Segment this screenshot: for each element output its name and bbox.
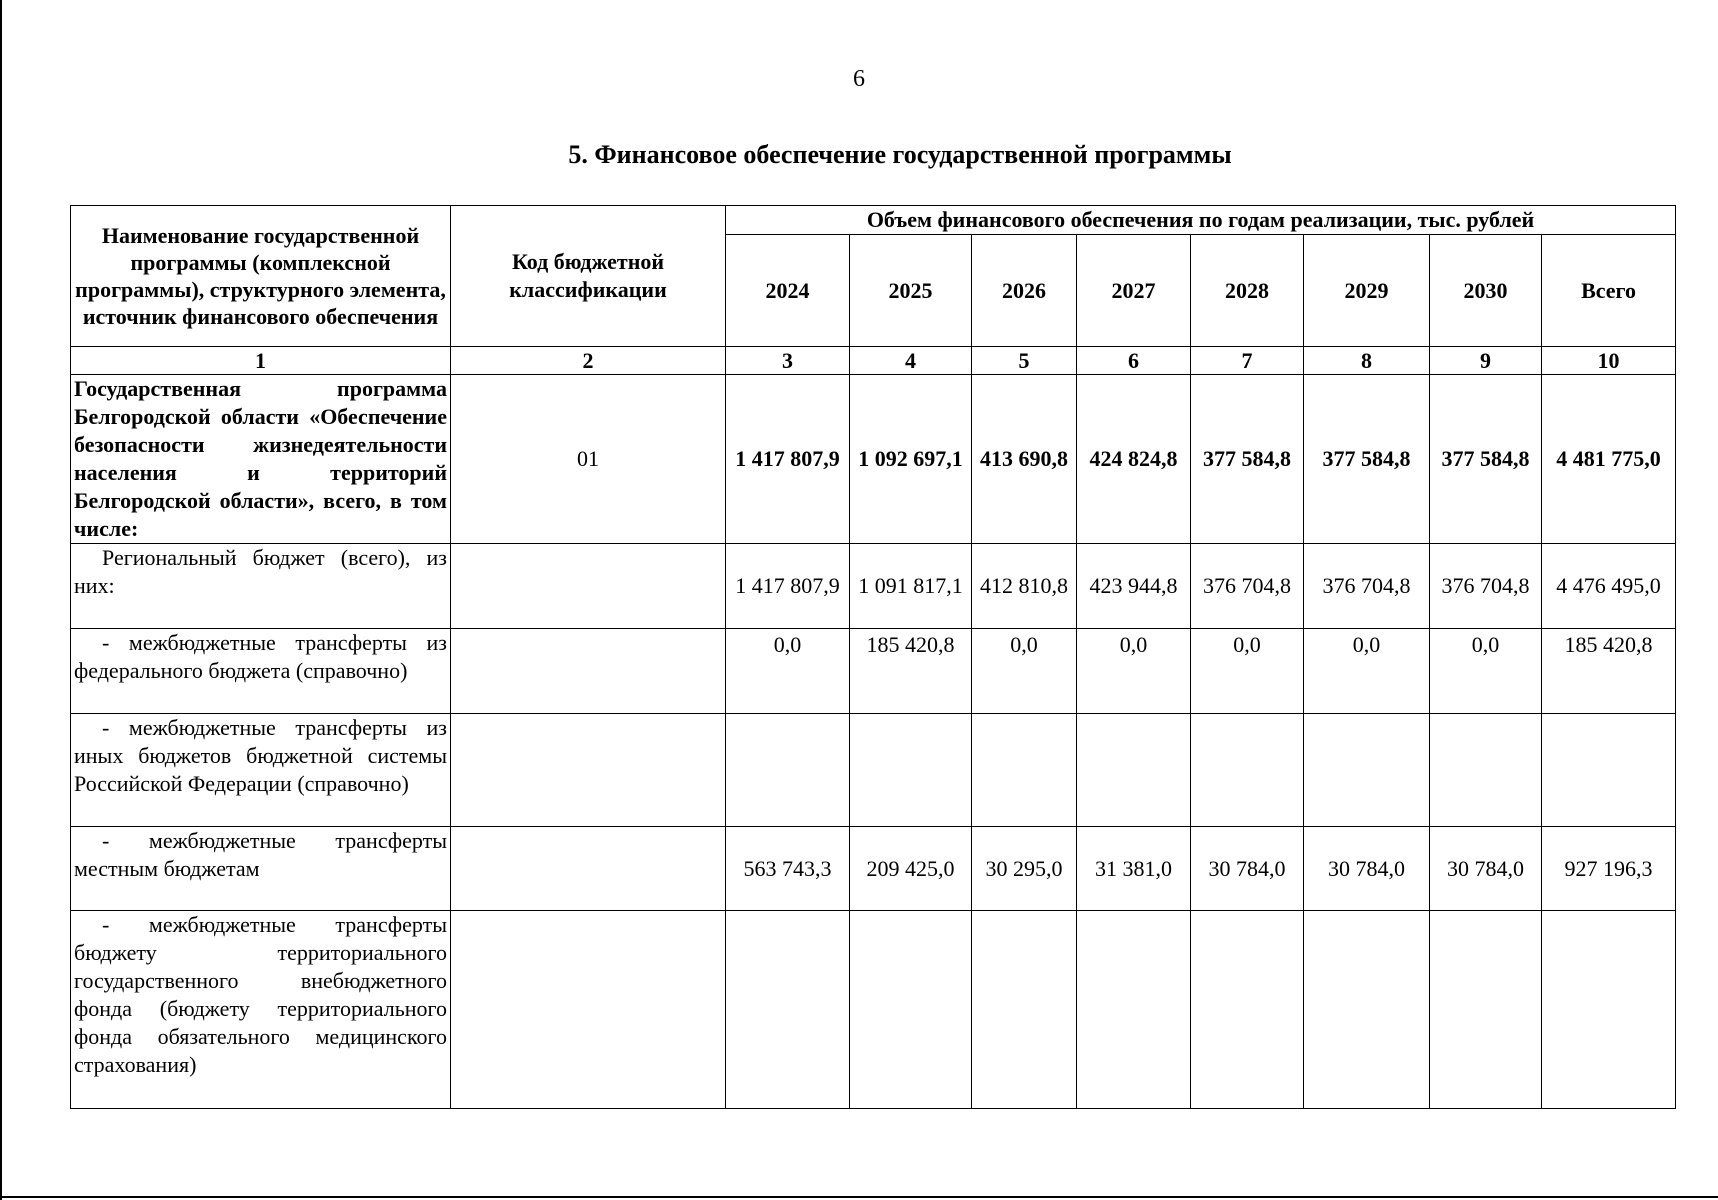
row-value	[850, 714, 972, 827]
row-value: 185 420,8	[1542, 629, 1676, 714]
row-value: 413 690,8	[972, 375, 1077, 544]
row-code	[451, 544, 726, 629]
financing-table	[70, 205, 1676, 1109]
row-code	[451, 827, 726, 911]
row-code	[451, 714, 726, 827]
row-value: 563 743,3	[726, 827, 850, 911]
header-year: 2024	[726, 235, 850, 347]
column-number: 8	[1304, 347, 1430, 375]
page-number: 6	[853, 66, 865, 92]
row-value: 424 824,8	[1077, 375, 1191, 544]
row-value	[850, 911, 972, 1109]
row-value: 376 704,8	[1304, 544, 1430, 629]
header-total: Всего	[1542, 235, 1676, 347]
row-value: 0,0	[1077, 629, 1191, 714]
row-value: 4 476 495,0	[1542, 544, 1676, 629]
row-value: 1 091 817,1	[850, 544, 972, 629]
header-year: 2026	[972, 235, 1077, 347]
row-value: 4 481 775,0	[1542, 375, 1676, 544]
row-value: 0,0	[726, 629, 850, 714]
table-row-regional-budget	[71, 544, 1676, 629]
header-row-1	[71, 206, 1676, 235]
row-name: Региональный бюджет (всего), из них:	[71, 544, 451, 629]
row-value	[1430, 911, 1542, 1109]
column-number: 10	[1542, 347, 1676, 375]
row-value: 30 784,0	[1430, 827, 1542, 911]
row-value: 377 584,8	[1191, 375, 1304, 544]
row-name: - межбюджетные трансферты из федерального бюджета (справочно)	[71, 629, 451, 714]
row-value	[726, 911, 850, 1109]
column-number: 5	[972, 347, 1077, 375]
row-value	[1542, 911, 1676, 1109]
row-value: 412 810,8	[972, 544, 1077, 629]
row-name: Государственная программа Белгородской области «Обеспечение безопасности жизнедеятельности населения и территорий Белгородской области», всего, в том числе:	[71, 375, 451, 544]
column-number: 6	[1077, 347, 1191, 375]
column-number: 7	[1191, 347, 1304, 375]
column-number: 3	[726, 347, 850, 375]
column-number: 1	[71, 347, 451, 375]
header-year: 2029	[1304, 235, 1430, 347]
row-value: 927 196,3	[1542, 827, 1676, 911]
table-row-medical-insurance-fund-transfers	[71, 911, 1676, 1109]
row-name: - межбюджетные трансферты бюджету территориального государственного внебюджетного фонда (бюджету территориального фонда обязательного медицинского страхования)	[71, 911, 451, 1109]
column-number: 9	[1430, 347, 1542, 375]
table-row-other-budgets-transfers	[71, 714, 1676, 827]
row-value	[1077, 911, 1191, 1109]
row-value	[1304, 714, 1430, 827]
row-value: 1 417 807,9	[726, 544, 850, 629]
header-year: 2025	[850, 235, 972, 347]
row-value: 0,0	[972, 629, 1077, 714]
page-frame-bottom	[0, 1196, 1718, 1198]
header-name-col: Наименование государственной программы (комплексной программы), структурного элемента, источник финансового обеспечения	[71, 206, 451, 347]
row-name: - межбюджетные трансферты из иных бюджетов бюджетной системы Российской Федерации (справочно)	[71, 714, 451, 827]
row-value: 423 944,8	[1077, 544, 1191, 629]
page-frame-left	[0, 0, 2, 1200]
row-name: - межбюджетные трансферты местным бюджетам	[71, 827, 451, 911]
row-value: 0,0	[1304, 629, 1430, 714]
header-year: 2027	[1077, 235, 1191, 347]
row-value	[1430, 714, 1542, 827]
header-year: 2030	[1430, 235, 1542, 347]
row-code	[451, 629, 726, 714]
table-row-program-total	[71, 375, 1676, 544]
row-value	[972, 714, 1077, 827]
row-value: 1 092 697,1	[850, 375, 972, 544]
row-value: 0,0	[1430, 629, 1542, 714]
row-value: 185 420,8	[850, 629, 972, 714]
row-code: 01	[451, 375, 726, 544]
row-value: 376 704,8	[1430, 544, 1542, 629]
column-numbers-row	[71, 347, 1676, 375]
row-value	[1542, 714, 1676, 827]
row-value: 31 381,0	[1077, 827, 1191, 911]
row-value	[972, 911, 1077, 1109]
row-value	[1191, 714, 1304, 827]
column-number: 4	[850, 347, 972, 375]
header-year: 2028	[1191, 235, 1304, 347]
table-row-federal-transfers	[71, 629, 1676, 714]
header-volume-group: Объем финансового обеспечения по годам реализации, тыс. рублей	[726, 206, 1676, 235]
row-value: 377 584,8	[1430, 375, 1542, 544]
row-value	[726, 714, 850, 827]
header-code-col: Код бюджетной классификации	[451, 206, 726, 347]
row-value: 377 584,8	[1304, 375, 1430, 544]
row-value	[1077, 714, 1191, 827]
row-code	[451, 911, 726, 1109]
section-title: 5. Финансовое обеспечение государственной программы	[568, 140, 1232, 169]
column-number: 2	[451, 347, 726, 375]
row-value: 0,0	[1191, 629, 1304, 714]
row-value: 209 425,0	[850, 827, 972, 911]
row-value: 1 417 807,9	[726, 375, 850, 544]
row-value: 30 295,0	[972, 827, 1077, 911]
row-value: 30 784,0	[1191, 827, 1304, 911]
row-value: 376 704,8	[1191, 544, 1304, 629]
row-value	[1304, 911, 1430, 1109]
table-row-local-budgets-transfers	[71, 827, 1676, 911]
row-value: 30 784,0	[1304, 827, 1430, 911]
row-value	[1191, 911, 1304, 1109]
